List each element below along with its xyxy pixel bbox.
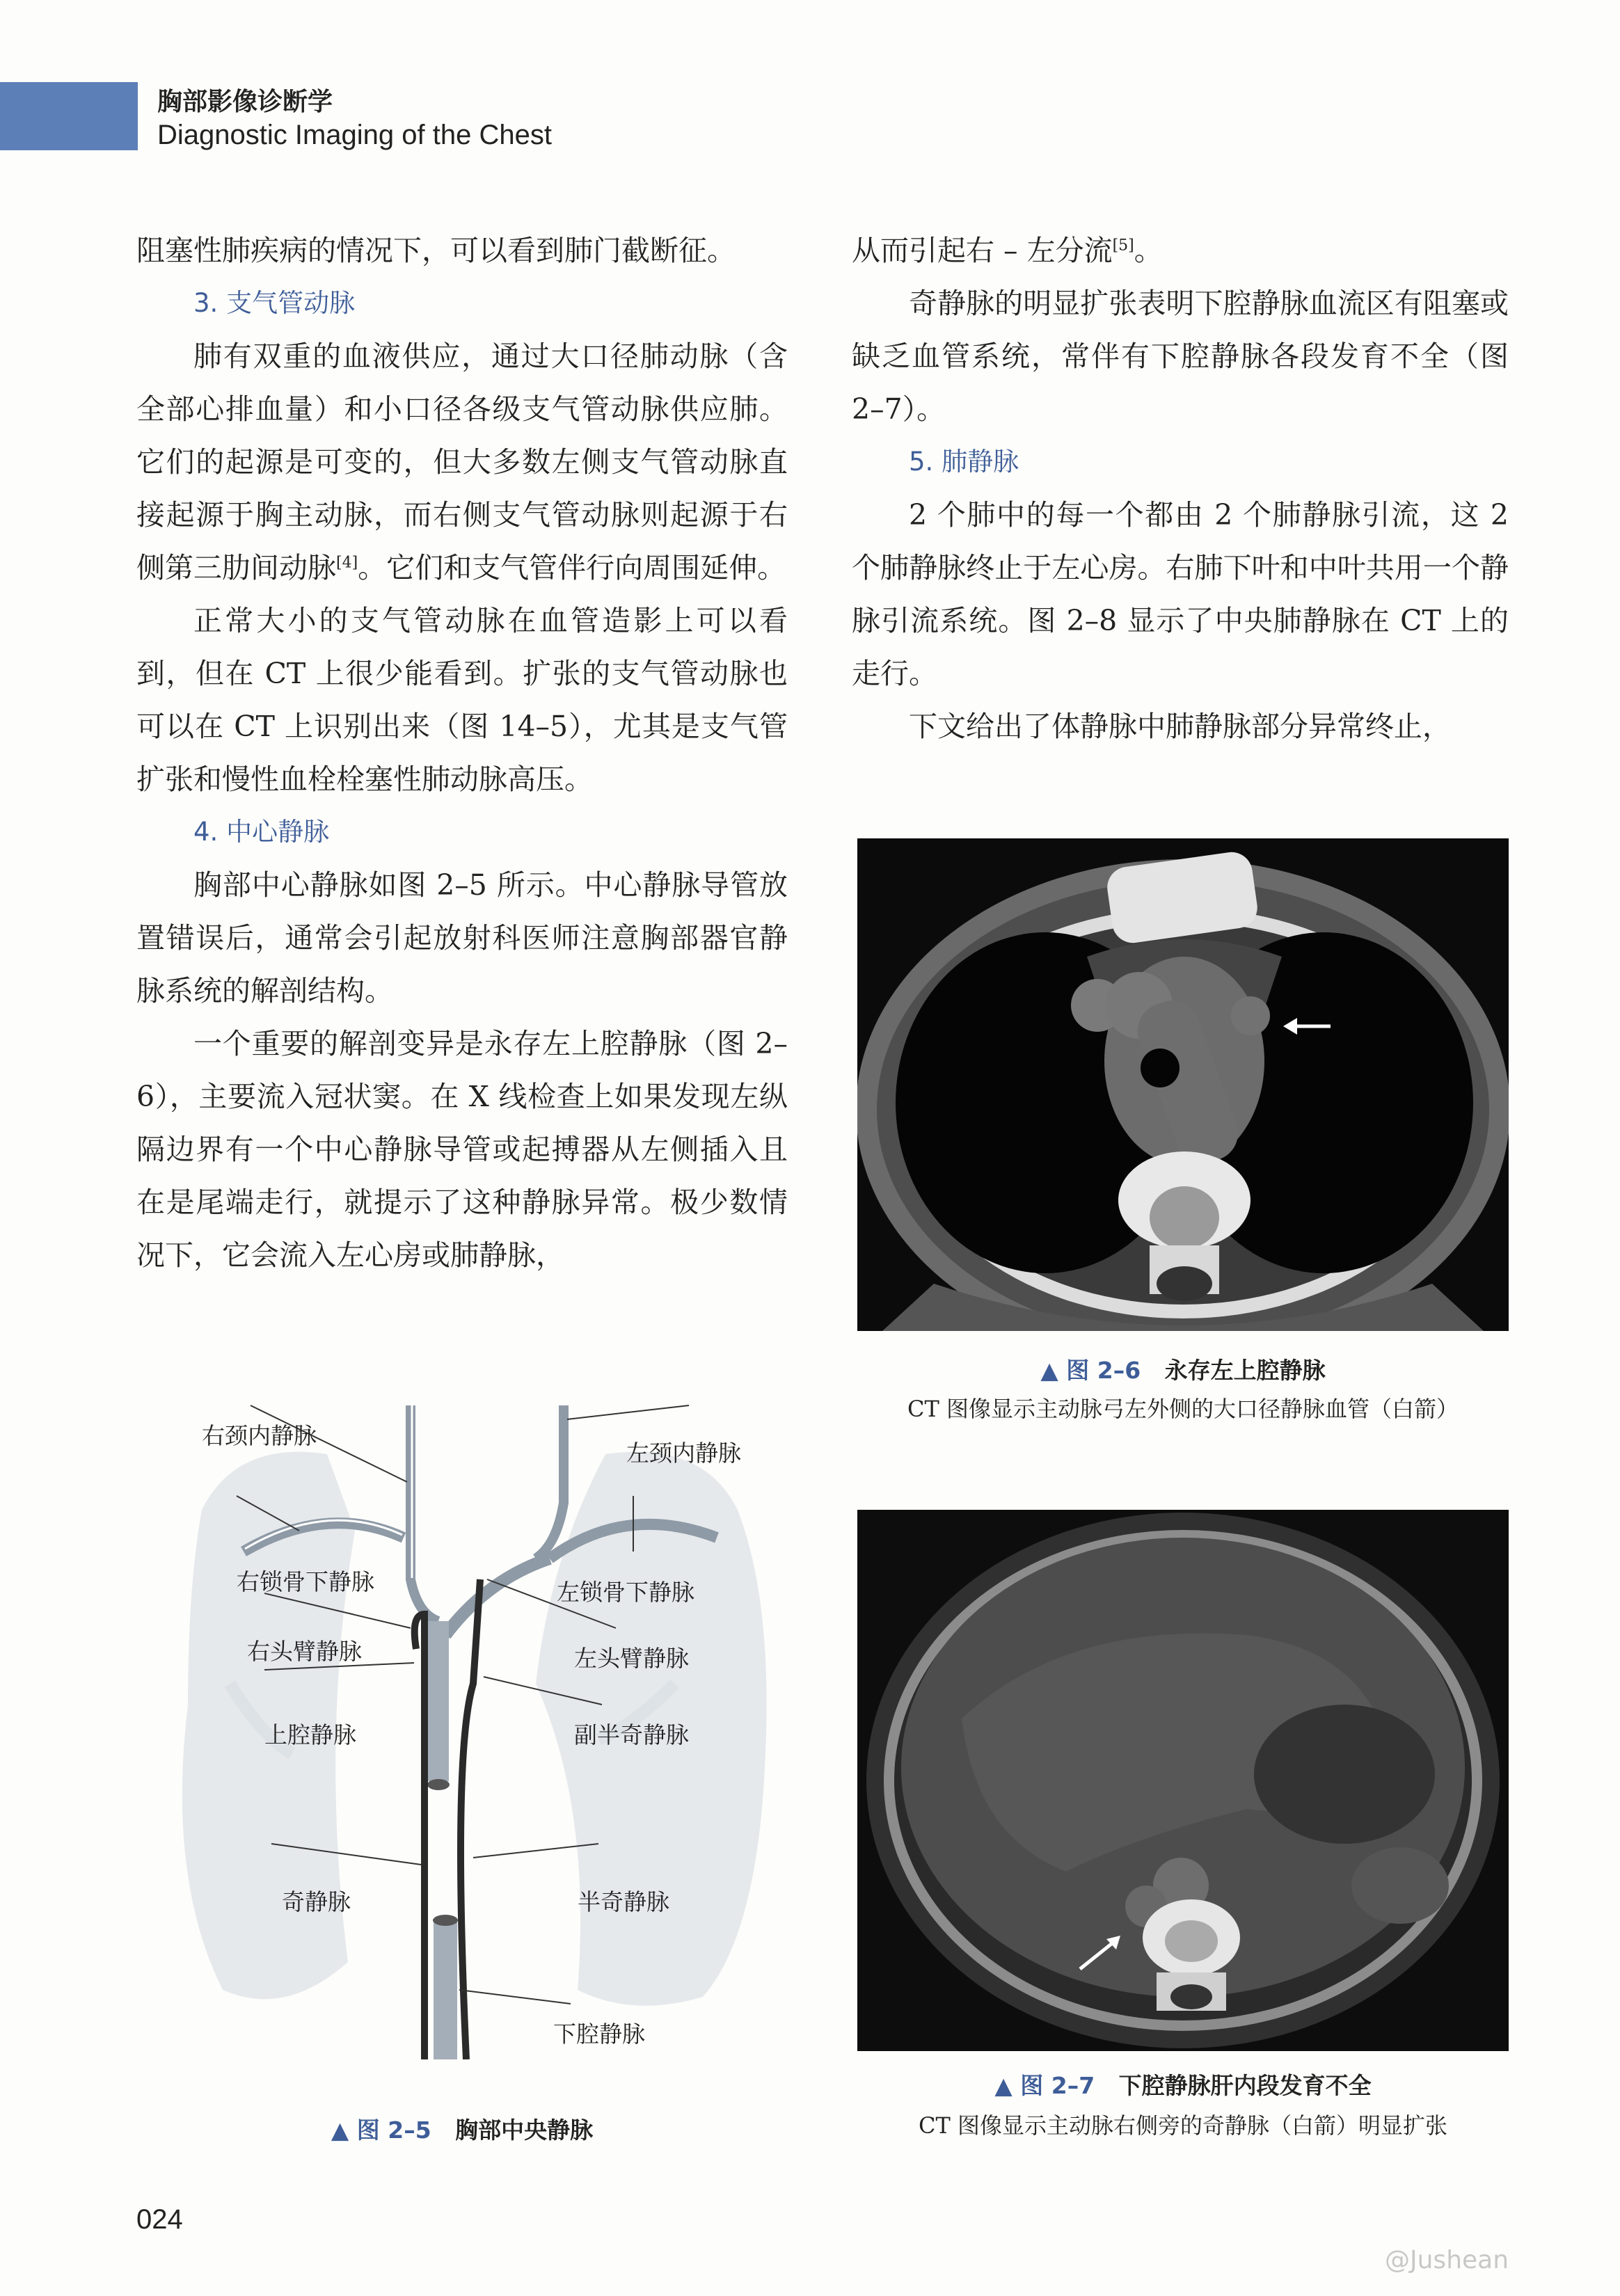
label-hemiazygos-vein: 半奇静脉 bbox=[578, 1888, 669, 1915]
label-azygos-vein: 奇静脉 bbox=[282, 1888, 351, 1915]
central-veins-diagram bbox=[146, 1392, 800, 2059]
ct-chest-drawing bbox=[857, 838, 1509, 1331]
figure-number: 图 2–6 bbox=[1066, 1357, 1141, 1384]
ct-image-fig-2-7 bbox=[857, 1510, 1509, 2051]
label-left-internal-jugular-vein: 左颈内静脉 bbox=[626, 1440, 741, 1467]
azygos-vein-drawing bbox=[415, 1614, 424, 2059]
page-number: 024 bbox=[136, 2204, 183, 2235]
figure-title: 下腔静脉肝内段发育不全 bbox=[1118, 2072, 1372, 2099]
paragraph: 一个重要的解剖变异是永存左上腔静脉（图 2–6），主要流入冠状窦。在 X 线检查上如果发现左纵隔边界有一个中心静脉导管或起搏器从左侧插入且在是尾端走行，就提示了这种静脉异常。极少数情况下，它会流入左心房或肺静脉， bbox=[136, 1027, 788, 1272]
label-superior-vena-cava: 上腔静脉 bbox=[264, 1721, 356, 1748]
label-right-internal-jugular-vein: 右颈内静脉 bbox=[202, 1422, 317, 1449]
figure-2-5-caption-title: ▲ 图 2–5 胸部中央静脉 bbox=[331, 2116, 594, 2144]
label-right-brachiocephalic-vein: 右头臂静脉 bbox=[247, 1638, 362, 1665]
figure-2-7-caption-title: ▲ 图 2–7 下腔静脉肝内段发育不全 bbox=[994, 2072, 1372, 2099]
citation: [5] bbox=[1112, 237, 1134, 255]
hemiazygos-vein-drawing bbox=[461, 1579, 480, 2059]
ct-abdomen-drawing bbox=[857, 1510, 1509, 2051]
label-left-brachiocephalic-vein: 左头臂静脉 bbox=[574, 1645, 689, 1672]
paragraph: 肺有双重的血液供应，通过大口径肺动脉（含全部心排血量）和小口径各级支气管动脉供应肺。它们的起源是可变的，但大多数左侧支气管动脉直接起源于胸主动脉，而右侧支气管动脉则起源于右侧第三肋间动脉[4]。它们和支气管伴行向周围延伸。 bbox=[136, 340, 788, 584]
section-heading-bronchial-arteries: 3. 支气管动脉 bbox=[193, 288, 356, 318]
header-color-bar bbox=[0, 82, 138, 150]
watermark: @Jushean bbox=[1385, 2246, 1509, 2274]
figure-2-7-caption-desc: CT 图像显示主动脉右侧旁的奇静脉（白箭）明显扩张 bbox=[918, 2112, 1447, 2139]
paragraph: 下文给出了体静脉中肺静脉部分异常终止， bbox=[909, 710, 1451, 743]
right-internal-jugular-vein-drawing bbox=[411, 1405, 438, 1621]
citation: [4] bbox=[336, 554, 358, 572]
label-left-subclavian-vein: 左锁骨下静脉 bbox=[557, 1579, 694, 1606]
label-accessory-hemiazygos-vein: 副半奇静脉 bbox=[574, 1721, 689, 1748]
paragraph: 奇静脉的明显扩张表明下腔静脉血流区有阻塞或缺乏血管系统，常伴有下腔静脉各段发育不全（图 2–7）。 bbox=[852, 287, 1509, 426]
figure-title: 胸部中央静脉 bbox=[455, 2116, 594, 2144]
ct-image-fig-2-6 bbox=[857, 838, 1509, 1331]
figure-number: 图 2–7 bbox=[1020, 2072, 1095, 2099]
paragraph: 正常大小的支气管动脉在血管造影上可以看到，但在 CT 上很少能看到。扩张的支气管动脉也可以在 CT 上识别出来（图 14–5），尤其是支气管扩张和慢性血栓栓塞性肺动脉高压。 bbox=[136, 604, 788, 796]
label-inferior-vena-cava: 下腔静脉 bbox=[553, 2020, 645, 2048]
figure-number: 图 2–5 bbox=[356, 2116, 431, 2144]
paragraph: 2 个肺中的每一个都由 2 个肺静脉引流，这 2 个肺静脉终止于左心房。右肺下叶和中叶共用一个静脉引流系统。图 2–8 显示了中央肺静脉在 CT 上的走行。 bbox=[852, 498, 1509, 690]
section-heading-pulmonary-veins: 5. 肺静脉 bbox=[909, 447, 1019, 477]
figure-title: 永存左上腔静脉 bbox=[1164, 1357, 1326, 1384]
book-title: 胸部影像诊断学 bbox=[157, 88, 333, 116]
paragraph: 胸部中心静脉如图 2–5 所示。中心静脉导管放置错误后，通常会引起放射科医师注意胸部器官静脉系统的解剖结构。 bbox=[136, 868, 788, 1007]
left-internal-jugular-vein-drawing bbox=[536, 1405, 564, 1558]
paragraph-continued: 阻塞性肺疾病的情况下，可以看到肺门截断征。 bbox=[136, 234, 736, 267]
book-subtitle: Diagnostic Imaging of the Chest bbox=[157, 120, 552, 150]
section-heading-central-veins: 4. 中心静脉 bbox=[193, 817, 330, 847]
paragraph-continued: 从而引起右 – 左分流[5]。 bbox=[852, 234, 1163, 267]
figure-2-6-caption-desc: CT 图像显示主动脉弓左外侧的大口径静脉血管（白箭） bbox=[907, 1396, 1459, 1422]
right-column bbox=[852, 224, 1509, 753]
figure-2-6-caption-title: ▲ 图 2–6 永存左上腔静脉 bbox=[1040, 1357, 1326, 1384]
label-right-subclavian-vein: 右锁骨下静脉 bbox=[237, 1568, 374, 1595]
left-column bbox=[136, 224, 788, 1282]
